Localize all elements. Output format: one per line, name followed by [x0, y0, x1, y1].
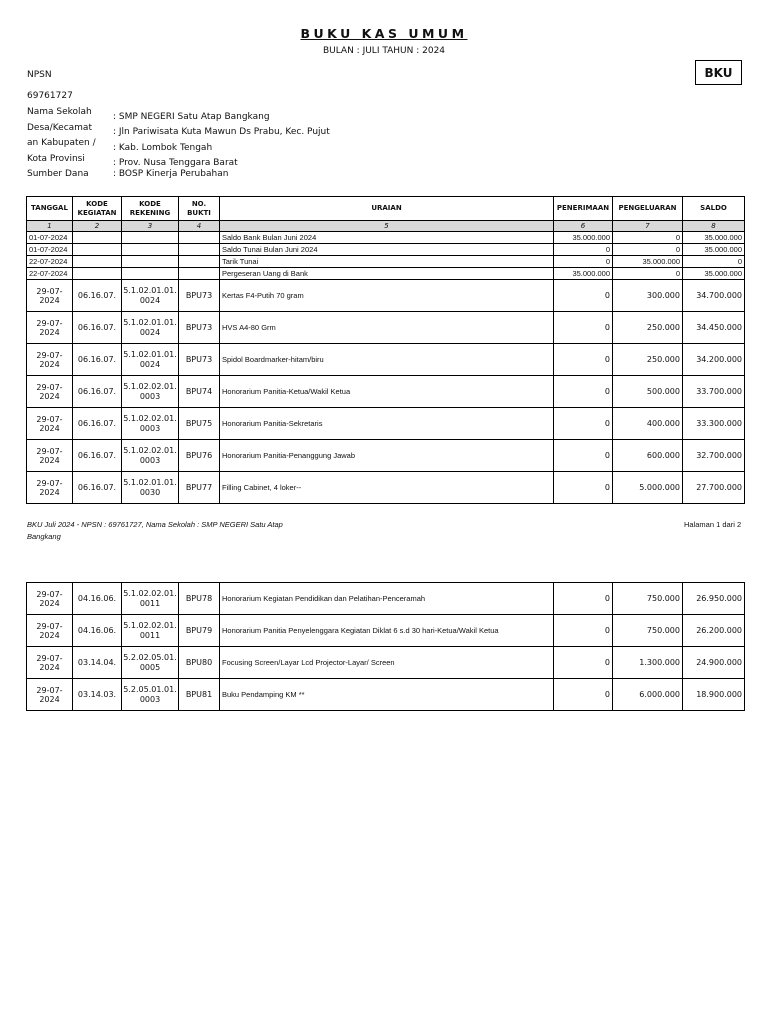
table-row: [27, 583, 745, 615]
cell-pengeluaran: 250.000: [613, 344, 683, 376]
cell-penerimaan: 0: [554, 256, 613, 268]
cell-tanggal: 29-07-2024: [27, 583, 73, 615]
cell-pengeluaran: 300.000: [613, 280, 683, 312]
cell-pengeluaran: 750.000: [613, 583, 683, 615]
cell-saldo: 27.700.000: [683, 472, 745, 504]
cell-kode-kegiatan: 06.16.07.: [73, 408, 122, 440]
table-row: [27, 344, 745, 376]
nama-sekolah-label: Nama Sekolah: [27, 107, 92, 117]
cell-tanggal: 29-07-2024: [27, 344, 73, 376]
cell-kode-kegiatan: 03.14.03.: [73, 679, 122, 711]
cell-no-bukti: [179, 268, 220, 280]
cell-penerimaan: 0: [554, 440, 613, 472]
cell-pengeluaran: 0: [613, 232, 683, 244]
column-number: 4: [179, 221, 220, 232]
cell-uraian: Saldo Bank Bulan Juni 2024: [220, 232, 554, 244]
cell-uraian: Filling Cabinet, 4 loker--: [220, 472, 554, 504]
bku-table-page-1: [26, 196, 745, 504]
cell-kode-rekening: 5.1.02.01.01.0024: [122, 344, 179, 376]
cell-kode-rekening: 5.1.02.02.01.0011: [122, 583, 179, 615]
column-number-row: [27, 221, 745, 232]
cell-uraian: Spidol Boardmarker-hitam/biru: [220, 344, 554, 376]
table-row: [27, 376, 745, 408]
cell-penerimaan: 0: [554, 647, 613, 679]
header-saldo: SALDO: [683, 197, 745, 221]
cell-no-bukti: [179, 256, 220, 268]
column-number: 5: [220, 221, 554, 232]
header-kode-rekening: KODE REKENING: [122, 197, 179, 221]
cell-kode-kegiatan: [73, 256, 122, 268]
column-number: 7: [613, 221, 683, 232]
table-row: [27, 268, 745, 280]
cell-saldo: 35.000.000: [683, 268, 745, 280]
cell-pengeluaran: 750.000: [613, 615, 683, 647]
cell-saldo: 33.700.000: [683, 376, 745, 408]
cell-no-bukti: BPU81: [179, 679, 220, 711]
table-row: [27, 615, 745, 647]
header-tanggal: TANGGAL: [27, 197, 73, 221]
cell-uraian: Pergeseran Uang di Bank: [220, 268, 554, 280]
cell-kode-rekening: 5.1.02.02.01.0003: [122, 408, 179, 440]
cell-kode-rekening: 5.1.02.02.01.0003: [122, 376, 179, 408]
cell-saldo: 18.900.000: [683, 679, 745, 711]
cell-kode-rekening: 5.1.02.02.01.0011: [122, 615, 179, 647]
footer-left: BKU Juli 2024 - NPSN : 69761727, Nama Sekolah : SMP NEGERI Satu Atap Bangkang: [27, 520, 283, 541]
cell-penerimaan: 0: [554, 615, 613, 647]
cell-saldo: 34.200.000: [683, 344, 745, 376]
cell-no-bukti: BPU75: [179, 408, 220, 440]
cell-pengeluaran: 35.000.000: [613, 256, 683, 268]
cell-kode-kegiatan: 06.16.07.: [73, 376, 122, 408]
table-row: [27, 408, 745, 440]
cell-no-bukti: BPU80: [179, 647, 220, 679]
cell-pengeluaran: 250.000: [613, 312, 683, 344]
cell-kode-rekening: 5.2.02.05.01.0005: [122, 647, 179, 679]
cell-kode-kegiatan: 04.16.06.: [73, 615, 122, 647]
cell-penerimaan: 0: [554, 408, 613, 440]
table-row: [27, 312, 745, 344]
cell-saldo: 32.700.000: [683, 440, 745, 472]
cell-kode-rekening: 5.2.05.01.01.0003: [122, 679, 179, 711]
cell-pengeluaran: 600.000: [613, 440, 683, 472]
cell-penerimaan: 35.000.000: [554, 268, 613, 280]
cell-kode-rekening: 5.1.02.01.01.0024: [122, 312, 179, 344]
cell-uraian: Honorarium Kegiatan Pendidikan dan Pelatihan-Penceramah: [220, 583, 554, 615]
cell-kode-kegiatan: 06.16.07.: [73, 280, 122, 312]
cell-tanggal: 29-07-2024: [27, 376, 73, 408]
cell-tanggal: 01-07-2024: [27, 232, 73, 244]
cell-penerimaan: 0: [554, 280, 613, 312]
cell-no-bukti: BPU74: [179, 376, 220, 408]
provinsi-value: : Prov. Nusa Tenggara Barat: [113, 158, 238, 168]
cell-uraian: Saldo Tunai Bulan Juni 2024: [220, 244, 554, 256]
cell-no-bukti: BPU78: [179, 583, 220, 615]
cell-tanggal: 29-07-2024: [27, 408, 73, 440]
cell-saldo: 35.000.000: [683, 244, 745, 256]
bku-table-page-2: [26, 582, 745, 711]
table-row: [27, 472, 745, 504]
npsn-label: NPSN: [27, 70, 52, 80]
cell-no-bukti: [179, 244, 220, 256]
cell-tanggal: 29-07-2024: [27, 440, 73, 472]
header-penerimaan: PENERIMAAN: [554, 197, 613, 221]
cell-kode-kegiatan: 03.14.04.: [73, 647, 122, 679]
header-no-bukti: NO. BUKTI: [179, 197, 220, 221]
cell-no-bukti: BPU73: [179, 312, 220, 344]
kabupaten-value: : Kab. Lombok Tengah: [113, 143, 213, 153]
cell-no-bukti: BPU77: [179, 472, 220, 504]
bku-badge: BKU: [695, 60, 742, 85]
cell-saldo: 26.200.000: [683, 615, 745, 647]
table-header-row: [27, 197, 745, 221]
sumber-dana-value: : BOSP Kinerja Perubahan: [113, 169, 229, 179]
cell-no-bukti: [179, 232, 220, 244]
cell-tanggal: 22-07-2024: [27, 268, 73, 280]
cell-pengeluaran: 0: [613, 268, 683, 280]
cell-penerimaan: 0: [554, 583, 613, 615]
cell-penerimaan: 0: [554, 472, 613, 504]
column-number: 6: [554, 221, 613, 232]
document-title: BUKU KAS UMUM: [300, 26, 468, 41]
cell-no-bukti: BPU79: [179, 615, 220, 647]
cell-penerimaan: 0: [554, 312, 613, 344]
cell-uraian: HVS A4-80 Grm: [220, 312, 554, 344]
cell-kode-kegiatan: [73, 244, 122, 256]
cell-kode-kegiatan: 06.16.07.: [73, 440, 122, 472]
header-uraian: URAIAN: [220, 197, 554, 221]
cell-uraian: Tarik Tunai: [220, 256, 554, 268]
cell-pengeluaran: 500.000: [613, 376, 683, 408]
table-row: [27, 647, 745, 679]
column-number: 3: [122, 221, 179, 232]
column-number: 8: [683, 221, 745, 232]
cell-tanggal: 29-07-2024: [27, 615, 73, 647]
cell-penerimaan: 0: [554, 376, 613, 408]
cell-uraian: Focusing Screen/Layar Lcd Projector-Layar/ Screen: [220, 647, 554, 679]
cell-kode-rekening: [122, 268, 179, 280]
sumber-dana-label: Sumber Dana: [27, 169, 89, 179]
cell-pengeluaran: 1.300.000: [613, 647, 683, 679]
cell-uraian: Honorarium Panitia-Ketua/Wakil Ketua: [220, 376, 554, 408]
cell-saldo: 0: [683, 256, 745, 268]
cell-kode-kegiatan: 06.16.07.: [73, 472, 122, 504]
cell-saldo: 26.950.000: [683, 583, 745, 615]
cell-kode-kegiatan: 06.16.07.: [73, 312, 122, 344]
cell-saldo: 35.000.000: [683, 232, 745, 244]
provinsi-label: Kota Provinsi: [27, 154, 85, 164]
cell-uraian: Honorarium Panitia Penyelenggara Kegiatan Diklat 6 s.d 30 hari-Ketua/Wakil Ketua: [220, 615, 554, 647]
kabupaten-label: an Kabupaten /: [27, 138, 96, 148]
cell-tanggal: 29-07-2024: [27, 472, 73, 504]
table-row: [27, 244, 745, 256]
table-row: [27, 280, 745, 312]
cell-kode-rekening: [122, 256, 179, 268]
npsn-value: 69761727: [27, 91, 73, 101]
column-number: 2: [73, 221, 122, 232]
cell-kode-rekening: [122, 244, 179, 256]
cell-pengeluaran: 6.000.000: [613, 679, 683, 711]
cell-tanggal: 29-07-2024: [27, 647, 73, 679]
cell-uraian: Buku Pendamping KM **: [220, 679, 554, 711]
cell-kode-rekening: [122, 232, 179, 244]
header-kode-kegiatan: KODE KEGIATAN: [73, 197, 122, 221]
cell-kode-rekening: 5.1.02.01.01.0030: [122, 472, 179, 504]
cell-saldo: 34.700.000: [683, 280, 745, 312]
cell-penerimaan: 0: [554, 679, 613, 711]
cell-pengeluaran: 400.000: [613, 408, 683, 440]
cell-saldo: 24.900.000: [683, 647, 745, 679]
cell-kode-kegiatan: 06.16.07.: [73, 344, 122, 376]
table-row: [27, 440, 745, 472]
cell-kode-rekening: 5.1.02.01.01.0024: [122, 280, 179, 312]
desa-label: Desa/Kecamat: [27, 123, 92, 133]
document-subtitle: BULAN : JULI TAHUN : 2024: [322, 46, 446, 56]
cell-no-bukti: BPU73: [179, 280, 220, 312]
cell-penerimaan: 0: [554, 344, 613, 376]
cell-tanggal: 29-07-2024: [27, 679, 73, 711]
cell-tanggal: 29-07-2024: [27, 312, 73, 344]
cell-kode-kegiatan: [73, 232, 122, 244]
cell-saldo: 34.450.000: [683, 312, 745, 344]
table-row: [27, 256, 745, 268]
column-number: 1: [27, 221, 73, 232]
footer-page-number: Halaman 1 dari 2: [684, 520, 742, 529]
header-pengeluaran: PENGELUARAN: [613, 197, 683, 221]
desa-value: : Jln Pariwisata Kuta Mawun Ds Prabu, Kec. Pujut: [113, 127, 330, 137]
cell-kode-kegiatan: 04.16.06.: [73, 583, 122, 615]
cell-saldo: 33.300.000: [683, 408, 745, 440]
cell-no-bukti: BPU73: [179, 344, 220, 376]
cell-tanggal: 29-07-2024: [27, 280, 73, 312]
cell-uraian: Honorarium Panitia-Penanggung Jawab: [220, 440, 554, 472]
cell-uraian: Kertas F4-Putih 70 gram: [220, 280, 554, 312]
cell-penerimaan: 0: [554, 244, 613, 256]
table-row: [27, 232, 745, 244]
cell-tanggal: 22-07-2024: [27, 256, 73, 268]
cell-kode-rekening: 5.1.02.02.01.0003: [122, 440, 179, 472]
table-row: [27, 679, 745, 711]
cell-pengeluaran: 5.000.000: [613, 472, 683, 504]
cell-pengeluaran: 0: [613, 244, 683, 256]
cell-uraian: Honorarium Panitia-Sekretaris: [220, 408, 554, 440]
cell-kode-kegiatan: [73, 268, 122, 280]
cell-no-bukti: BPU76: [179, 440, 220, 472]
cell-tanggal: 01-07-2024: [27, 244, 73, 256]
nama-sekolah-value: : SMP NEGERI Satu Atap Bangkang: [113, 112, 270, 122]
cell-penerimaan: 35.000.000: [554, 232, 613, 244]
